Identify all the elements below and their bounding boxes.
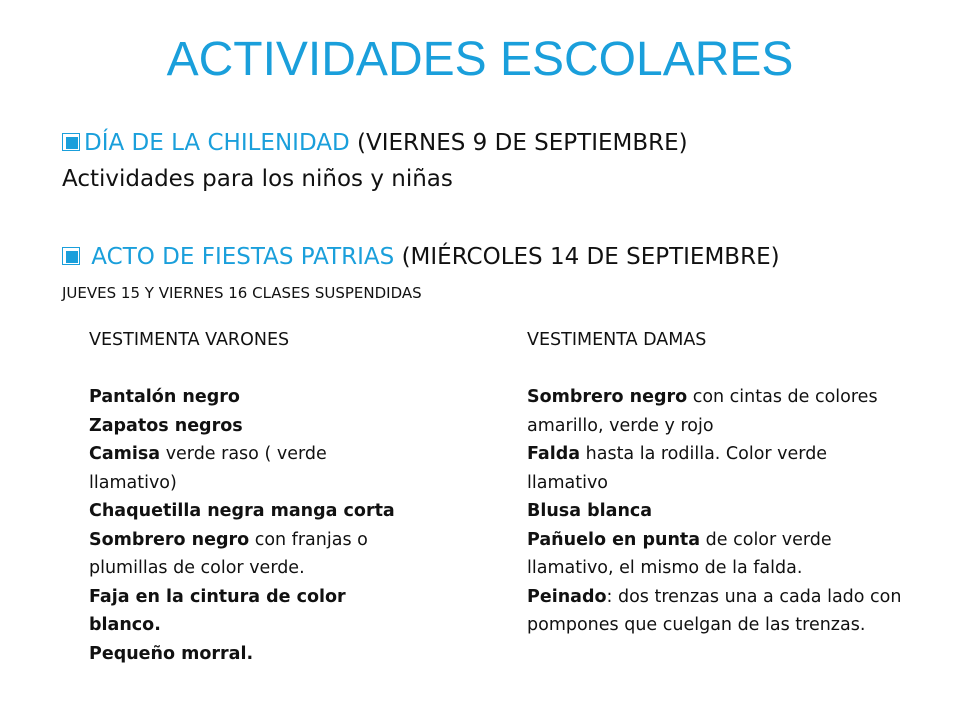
suspended-classes-note: JUEVES 15 Y VIERNES 16 CLASES SUSPENDIDAS	[62, 284, 422, 302]
vestimenta-varones-heading: VESTIMENTA VARONES	[89, 330, 290, 350]
list-item: Peinado: dos trenzas una a cada lado con pompones que cuelgan de las trenzas.	[527, 586, 902, 635]
list-item: Sombrero negro con franjas o plumillas de color verde.	[89, 529, 368, 578]
list-item: Pañuelo en punta de color verde llamativo, el mismo de la falda.	[527, 529, 832, 578]
event-chilenidad	[62, 127, 688, 159]
list-item: Blusa blanca	[527, 501, 653, 521]
hollow-square-bullet-icon	[62, 247, 80, 265]
event-chilenidad-description: Actividades para los niños y niñas	[62, 166, 453, 192]
hollow-square-bullet-icon	[62, 133, 80, 151]
event-chilenidad-date: (VIERNES 9 DE SEPTIEMBRE)	[349, 130, 688, 156]
list-item: Falda hasta la rodilla. Color verde llamativo	[527, 444, 828, 493]
vestimenta-damas-heading: VESTIMENTA DAMAS	[527, 330, 707, 350]
list-item: Pequeño morral.	[89, 643, 254, 664]
event-fiestas-patrias	[62, 241, 780, 273]
event-chilenidad-name: DÍA DE LA CHILENIDAD	[84, 130, 350, 156]
list-item: Faja en la cintura de color blanco.	[89, 586, 346, 635]
page-title: ACTIVIDADES ESCOLARES	[166, 33, 794, 86]
list-item: Sombrero negro con cintas de colores amarillo, verde y rojo	[527, 387, 878, 436]
list-item: Zapatos negros	[89, 415, 243, 436]
vestimenta-varones	[89, 326, 409, 668]
vestimenta-damas	[527, 326, 912, 640]
list-item: Camisa verde raso ( verde llamativo)	[89, 444, 327, 493]
event-fiestas-patrias-date: (MIÉRCOLES 14 DE SEPTIEMBRE)	[394, 244, 780, 270]
list-item: Chaquetilla negra manga corta	[89, 501, 395, 521]
list-item: Pantalón negro	[89, 387, 240, 407]
event-fiestas-patrias-name: ACTO DE FIESTAS PATRIAS	[84, 244, 395, 270]
